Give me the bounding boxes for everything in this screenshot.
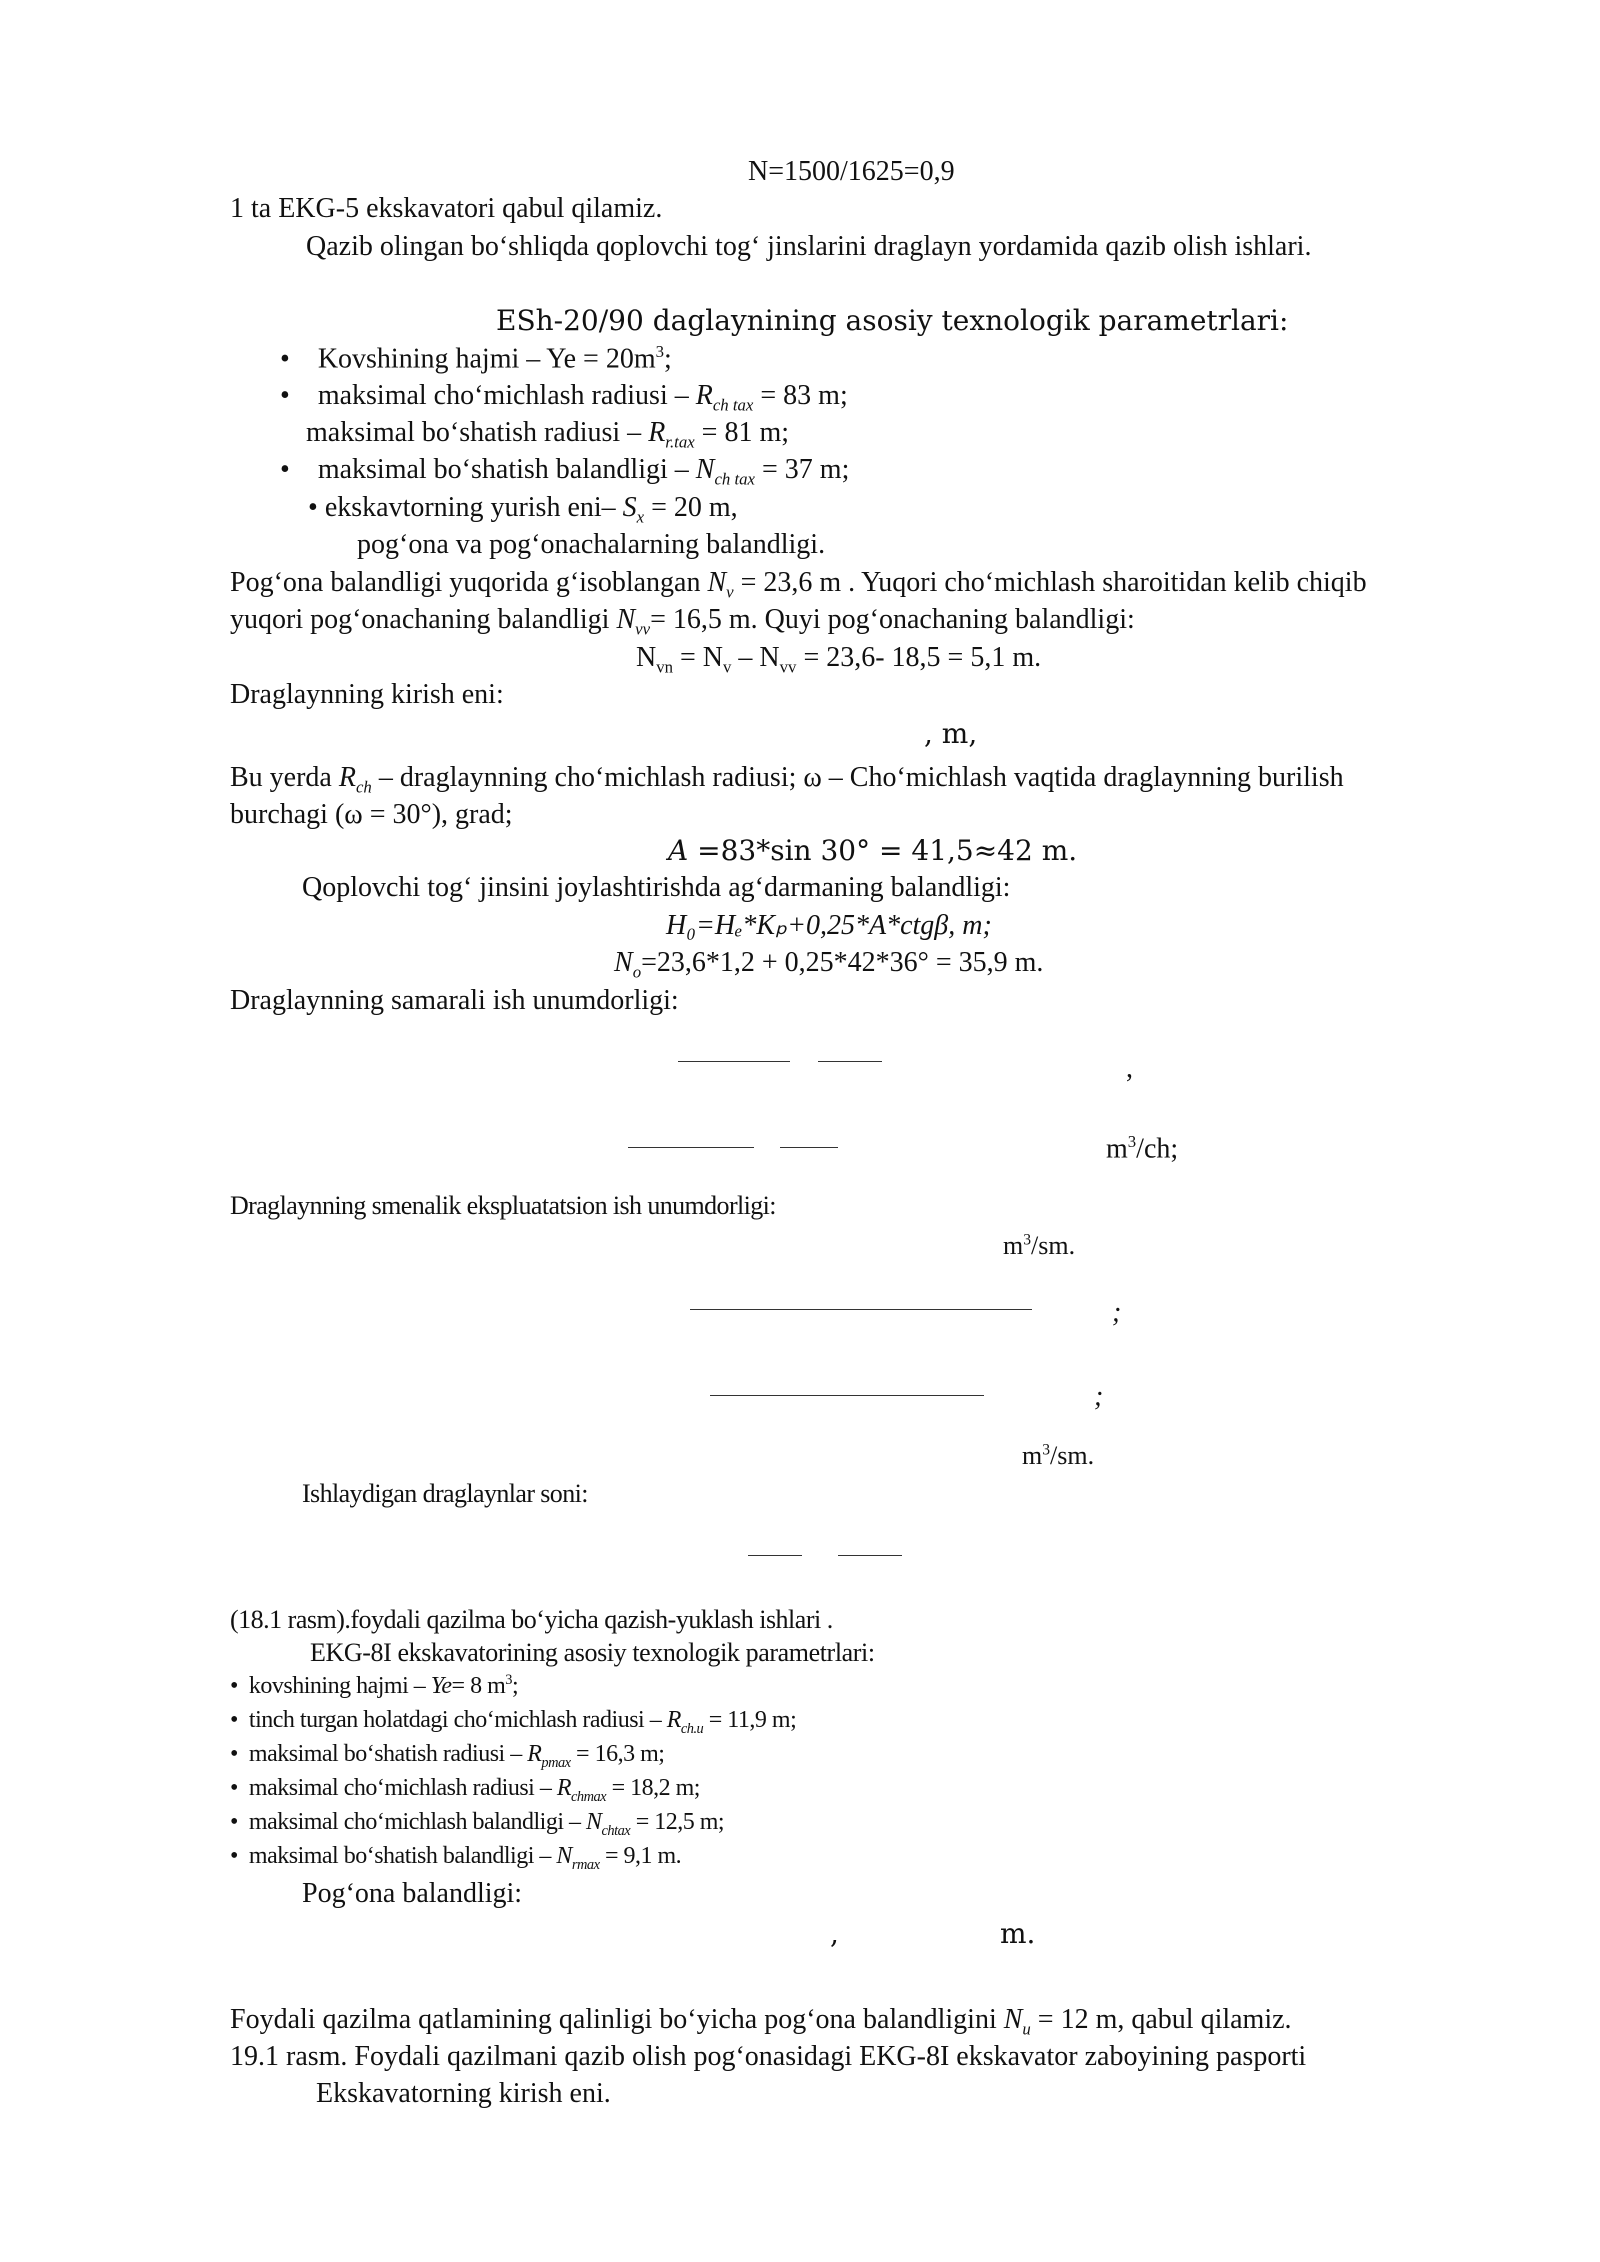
bullet: •	[280, 454, 290, 485]
paragraph-line	[230, 603, 1135, 640]
superscript: 3	[505, 1672, 512, 1688]
subscript: vv	[635, 619, 651, 639]
ekg-param-item	[230, 1706, 796, 1738]
var: N	[556, 1843, 572, 1869]
comma: ,	[830, 1917, 839, 1950]
bullet: •	[280, 343, 290, 375]
var: S	[622, 492, 637, 523]
subheading: pog‘ona va pog‘onachalarning balandligi.	[357, 529, 826, 560]
superscript: 3	[1127, 1132, 1137, 1151]
subscript: ch	[355, 777, 372, 797]
text: =83*sin 30° = 41,5≈42 m.	[688, 834, 1078, 867]
paragraph-line	[230, 761, 1496, 798]
subscript: vv	[779, 657, 797, 677]
ekg-params-title: EKG-8I ekskavatorining asosiy texnologik parametrlari:	[310, 1638, 875, 1667]
fraction-bar	[710, 1395, 984, 1396]
subscript: u	[1022, 2019, 1031, 2039]
text: maksimal bo‘shatish balandligi –	[248, 1843, 557, 1869]
bullet: •	[230, 1741, 238, 1767]
text: – draglaynning cho‘michlash radiusi; ω – Cho‘michlash vaqtida draglaynning burilish	[371, 762, 1344, 793]
var: N	[616, 604, 636, 635]
unit-m: m.	[1000, 1917, 1036, 1950]
var: R	[556, 1775, 572, 1801]
unit-m3-ch	[1106, 1132, 1178, 1166]
text: = 23,6- 18,5 = 5,1 m.	[796, 642, 1042, 673]
rasm18-caption: (18.1 rasm).foydali qazilma bo‘yicha qazish-yuklash ishlari .	[230, 1605, 833, 1634]
bullet-value: = 81 m;	[694, 417, 790, 448]
text: maksimal bo‘shatish radiusi –	[248, 1741, 528, 1767]
text: Bu yerda	[230, 762, 339, 793]
smenalik-label: Draglaynning smenalik ekspluatatsion ish unumdorligi:	[230, 1191, 776, 1220]
comma: ,	[1126, 1053, 1133, 1084]
ekg-param-item	[230, 1740, 664, 1772]
text: = 9,1 m.	[599, 1843, 682, 1869]
bullet-item	[280, 342, 672, 376]
bullet-text: maksimal bo‘shatish balandligi –	[317, 454, 696, 485]
subscript: chtax	[601, 1822, 631, 1839]
text: kovshining hajmi –	[248, 1673, 431, 1699]
ekg-param-item	[230, 1842, 681, 1874]
params-title: ESh-20/90 daglaynining asosiy texnologik parametrlari:	[496, 304, 1289, 337]
equation-nvn	[636, 641, 1041, 678]
subscript: r.tax	[665, 432, 695, 452]
text: N	[636, 642, 657, 673]
bullet-item	[280, 379, 848, 416]
var: R	[527, 1741, 542, 1767]
bullet: •	[230, 1809, 238, 1835]
bullet: •	[230, 1843, 238, 1869]
paragraph-line: burchagi (ω = 30°), grad;	[230, 799, 513, 830]
var: N	[614, 947, 633, 978]
bullet-text: Kovshining hajmi – Ye = 20m	[317, 343, 656, 375]
subscript: chmax	[571, 1788, 607, 1805]
text: yuqori pog‘onachaning balandligi	[230, 604, 617, 635]
bullet: •	[230, 1775, 238, 1801]
text: /sm.	[1031, 1231, 1076, 1260]
fraction-bar	[628, 1147, 754, 1148]
text: = 12,5 m;	[630, 1809, 725, 1835]
formula-n: N=1500/1625=0,9	[748, 156, 955, 187]
superscript: 3	[655, 342, 665, 361]
text: = 11,9 m;	[703, 1707, 797, 1733]
bullet-value: = 83 m;	[753, 380, 848, 411]
text: = 8 m	[451, 1673, 506, 1699]
bullet-item	[308, 491, 738, 528]
superscript: 3	[1042, 1441, 1051, 1459]
var: R	[666, 1707, 681, 1733]
subscript: pmax	[541, 1754, 571, 1771]
subscript: o	[632, 962, 642, 982]
subscript: ch.u	[680, 1720, 704, 1737]
bullet: •	[230, 1673, 238, 1699]
bullet-item	[280, 453, 849, 490]
bullet-text: maksimal cho‘michlash radiusi –	[317, 380, 696, 411]
text: ;	[511, 1673, 519, 1699]
subscript: v	[723, 657, 732, 677]
equation-no	[614, 946, 1043, 983]
paragraph-line	[230, 2003, 1292, 2040]
text: = 23,6 m . Yuqori cho‘michlash sharoitidan kelib chiqib	[733, 567, 1367, 598]
equation-a	[668, 834, 1077, 868]
text: m	[1106, 1133, 1128, 1165]
var: Ye	[430, 1673, 452, 1699]
text: = 18,2 m;	[606, 1775, 700, 1801]
bullet: •	[280, 380, 290, 411]
text: = 16,5 m. Quyi pog‘onachaning balandligi:	[650, 604, 1135, 635]
unit-m3-sm	[1022, 1440, 1094, 1471]
bullet-end: ;	[664, 343, 672, 375]
paragraph-line	[230, 566, 1367, 603]
unit-m3-sm	[1003, 1230, 1075, 1261]
text: – N	[731, 642, 780, 673]
fraction-bar	[748, 1555, 802, 1556]
qoplovchi-line: Qoplovchi tog‘ jinsini joylashtirishda ag‘darmaning balandligi:	[302, 872, 1011, 903]
var: N	[1003, 2004, 1023, 2035]
bullet-text: ekskavtorning yurish eni–	[324, 492, 623, 523]
text: =23,6*1,2 + 0,25*42*36° = 35,9 m.	[641, 947, 1044, 978]
ishlaydigan-label: Ishlaydigan draglaynlar soni:	[302, 1479, 588, 1508]
superscript: 3	[1023, 1231, 1032, 1249]
text: /sm.	[1050, 1441, 1095, 1470]
fraction-bar	[818, 1061, 882, 1062]
var: R	[648, 417, 666, 448]
text: Pog‘ona balandligi yuqorida g‘isoblangan	[230, 567, 708, 598]
subscript: v	[726, 582, 734, 602]
semicolon: ;	[1112, 1297, 1122, 1328]
text: tinch turgan holatdagi cho‘michlash radiusi –	[248, 1707, 667, 1733]
ekskavator-kirish-label: Ekskavatorning kirish eni.	[316, 2078, 611, 2109]
text: /ch;	[1136, 1133, 1179, 1165]
text: = 16,3 m;	[570, 1741, 665, 1767]
text: maksimal cho‘michlash balandligi –	[248, 1809, 586, 1835]
text: Foydali qazilma qatlamining qalinligi bo‘yicha pog‘ona balandligini	[230, 2004, 1004, 2035]
text: = N	[673, 642, 724, 673]
subscript: ch tax	[712, 395, 754, 415]
var: A	[668, 834, 689, 867]
subscript: vn	[656, 657, 674, 677]
ekg-param-item	[230, 1774, 700, 1806]
fraction-bar	[780, 1147, 838, 1148]
bullet-value: = 20 m,	[644, 492, 738, 523]
var: N	[707, 567, 727, 598]
subscript: ch tax	[714, 469, 755, 489]
subscript: x	[636, 507, 645, 527]
text: m	[1003, 1231, 1024, 1260]
kirish-eni-label: Draglaynning kirish eni:	[230, 679, 504, 710]
pogona-balandligi-label: Pog‘ona balandligi:	[302, 1878, 523, 1909]
section-heading: Qazib olingan bo‘shliqda qoplovchi tog‘ jinslarini draglayn yordamida qazib olish ishlari.	[306, 231, 1312, 262]
var: N	[586, 1809, 602, 1835]
var: R	[695, 380, 713, 411]
equation-h0: H₀=Hₑ*Kₚ+0,25*A*ctgβ, m;	[666, 910, 992, 941]
fraction-bar	[690, 1309, 1032, 1310]
bullet-item	[306, 416, 789, 453]
rasm19-caption: 19.1 rasm. Foydali qazilmani qazib olish pog‘onasidagi EKG-8I ekskavator zaboyining pasporti	[230, 2041, 1307, 2072]
text: = 12 m, qabul qilamiz.	[1030, 2004, 1292, 2035]
ekg-param-item	[230, 1672, 518, 1701]
fraction-bar	[678, 1061, 790, 1062]
bullet: •	[308, 492, 318, 523]
bullet-value: = 37 m;	[755, 454, 850, 485]
ekg-param-item	[230, 1808, 724, 1840]
semicolon: ;	[1094, 1381, 1104, 1412]
bullet-text: maksimal bo‘shatish radiusi –	[306, 417, 649, 448]
unit-m: , m,	[924, 717, 978, 750]
samarali-label: Draglaynning samarali ish unumdorligi:	[230, 985, 679, 1016]
fraction-bar	[838, 1555, 902, 1556]
text: m	[1022, 1441, 1043, 1470]
accept-line: 1 ta EKG-5 ekskavatori qabul qilamiz.	[230, 193, 663, 224]
subscript: rmax	[571, 1856, 600, 1873]
text: maksimal cho‘michlash radiusi –	[248, 1775, 557, 1801]
var: R	[338, 762, 356, 793]
bullet: •	[230, 1707, 238, 1733]
var: N	[695, 454, 715, 485]
